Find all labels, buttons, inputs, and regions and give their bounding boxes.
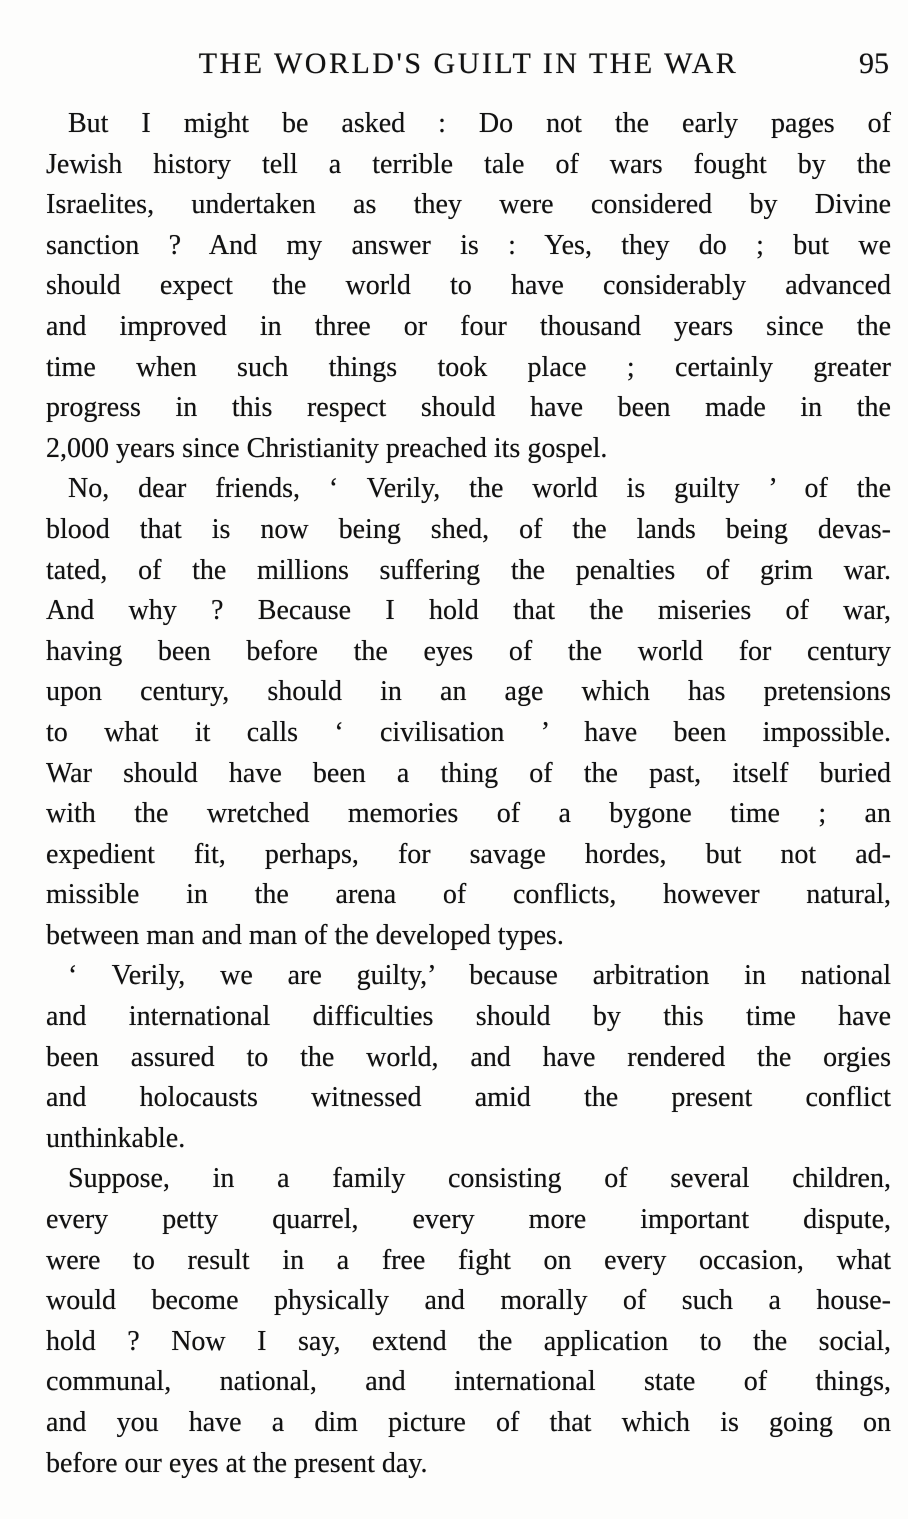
text-line: hold ? Now I say, extend the application to the social, — [46, 1325, 891, 1357]
text-line: been assured to the world, and have rendered the orgies — [46, 1041, 891, 1073]
text-line: 2,000 years since Christianity preached its gospel. — [46, 432, 608, 464]
text-line: Jewish history tell a terrible tale of wars fought by the — [46, 148, 891, 180]
paragraph — [46, 956, 891, 1159]
text-line: expedient fit, perhaps, for savage hordes, but not ad- — [46, 838, 891, 870]
text-line: having been before the eyes of the world for century — [46, 635, 891, 667]
text-line: Suppose, in a family consisting of several children, — [68, 1163, 891, 1195]
text-line: every petty quarrel, every more important dispute, — [46, 1204, 891, 1236]
page-number: 95 — [859, 47, 889, 80]
text-line: were to result in a free fight on every occasion, what — [46, 1244, 891, 1276]
text-line: sanction ? And my answer is : Yes, they do ; but we — [46, 229, 891, 261]
text-line: communal, national, and international state of things, — [46, 1366, 891, 1398]
text-line: and you have a dim picture of that which is going on — [46, 1407, 891, 1438]
text-line: and holocausts witnessed amid the present conflict — [46, 1082, 891, 1114]
paragraph — [46, 104, 891, 469]
text-line: No, dear friends, ‘ Verily, the world is guilty ’ of the — [68, 473, 891, 505]
text-line: upon century, should in an age which has pretensions — [46, 676, 891, 708]
paragraph — [46, 469, 891, 956]
text-line: blood that is now being shed, of the lands being devas- — [46, 513, 891, 545]
page-body — [46, 104, 891, 1484]
text-line: time when such things took place ; certainly greater — [46, 351, 891, 383]
running-title: THE WORLD'S GUILT IN THE WAR — [198, 47, 739, 80]
text-line: And why ? Because I hold that the miseries of war, — [46, 595, 891, 627]
text-line: ‘ Verily, we are guilty,’ because arbitration in national — [68, 960, 891, 992]
text-line: with the wretched memories of a bygone time ; an — [46, 798, 891, 830]
text-line: and improved in three or four thousand years since the — [46, 310, 891, 342]
text-line: and international difficulties should by this time have — [46, 1001, 891, 1033]
text-line: missible in the arena of conflicts, however natural, — [46, 879, 891, 911]
text-line: would become physically and morally of such a house- — [46, 1285, 891, 1317]
text-line: progress in this respect should have been made in the — [46, 392, 891, 424]
text-line: But I might be asked : Do not the early pages of — [68, 108, 891, 139]
text-line: tated, of the millions suffering the penalties of grim war. — [46, 554, 891, 586]
text-line: between man and man of the developed types. — [46, 919, 564, 951]
paragraph — [46, 1159, 891, 1484]
text-line: to what it calls ‘ civilisation ’ have been impossible. — [46, 716, 891, 748]
text-line: Israelites, undertaken as they were considered by Divine — [46, 189, 891, 221]
running-header — [46, 47, 891, 87]
text-line: War should have been a thing of the past, itself buried — [46, 757, 891, 789]
text-line: should expect the world to have considerably advanced — [46, 270, 891, 302]
text-line: before our eyes at the present day. — [46, 1447, 428, 1479]
text-line: unthinkable. — [46, 1122, 186, 1154]
